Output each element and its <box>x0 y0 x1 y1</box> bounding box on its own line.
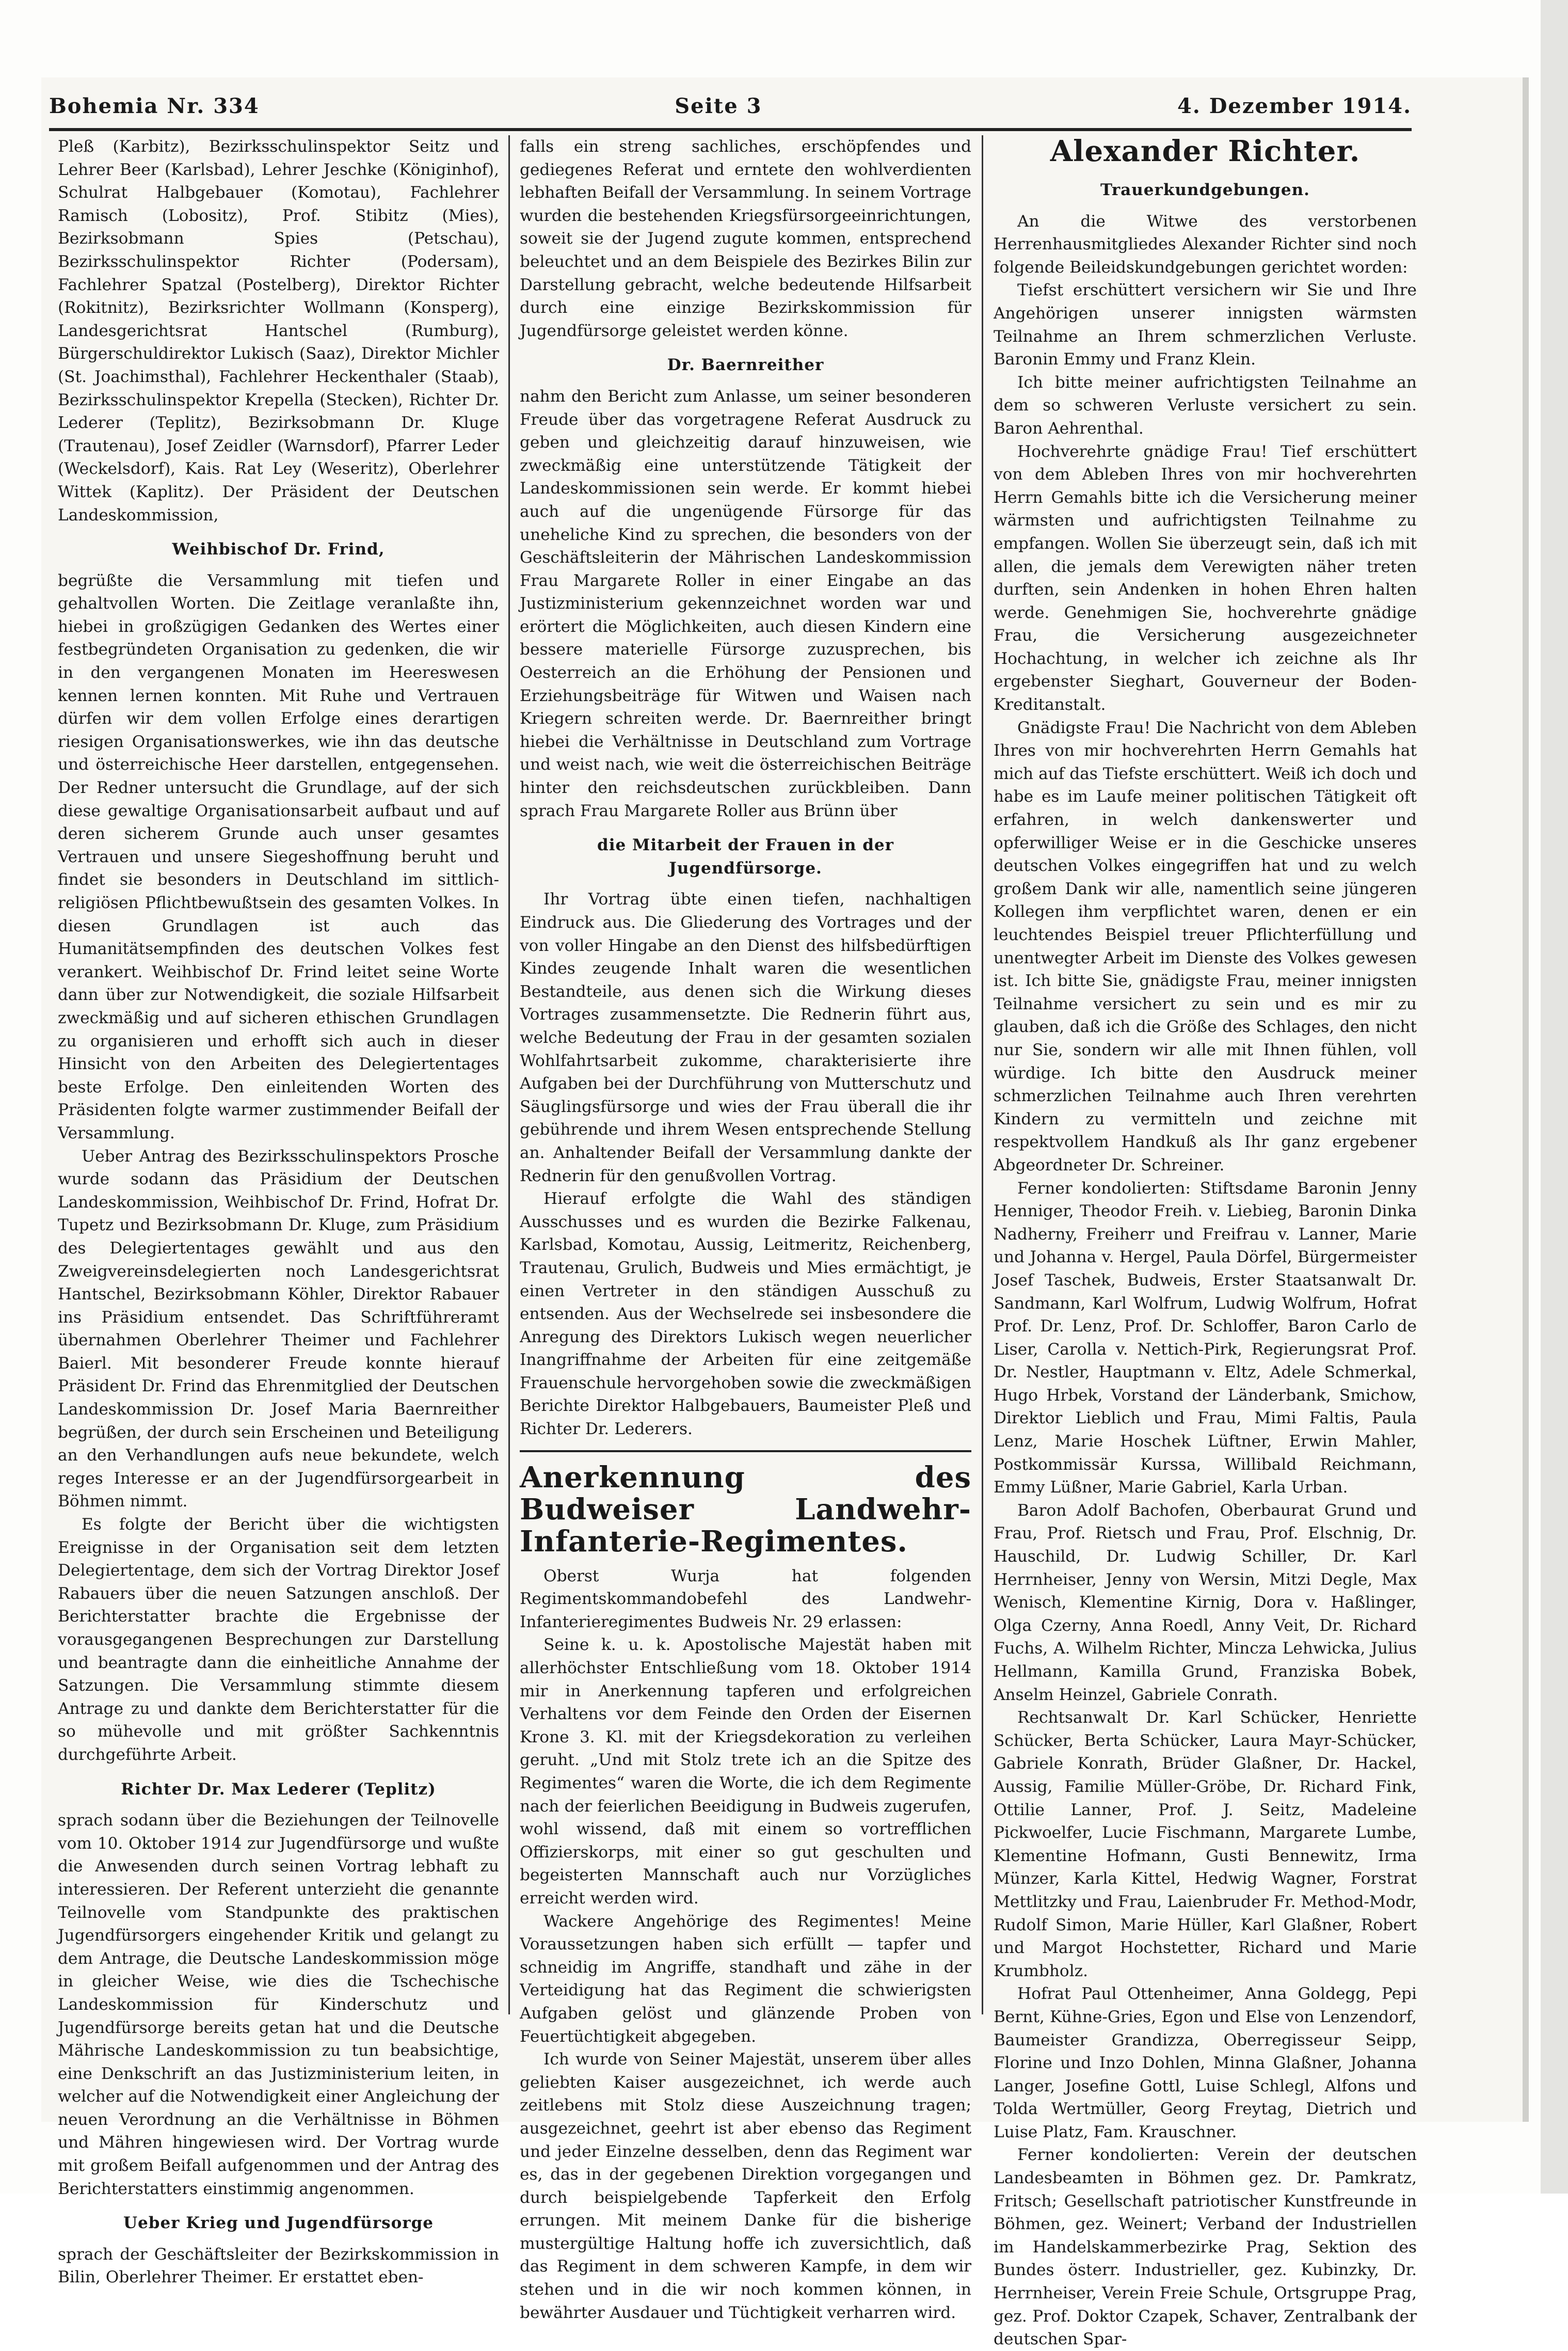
column-3 <box>994 134 1417 2349</box>
paragraph: Ich bitte meiner aufrichtigsten Teilnahme an dem so schweren Verluste versichert zu sein. Baron Aehrenthal. <box>994 373 1417 438</box>
paragraph: Pleß (Karbitz), Bezirksschulinspektor Seitz und Lehrer Beer (Karlsbad), Lehrer Jeschke (Königinhof), Schulrat Halbgebauer (Komotau), Fachlehrer Ramisch (Lobositz), Prof. Stibitz (Mies), Bezirksobmann Spies (Petschau), Bezirksschulinspektor Richter (Podersam), Fachlehrer Spatzal (Postelberg), Direktor Richter (Rokitnitz), Bezirksrichter Wollmann (Konsperg), Landesgerichtsrat Hantschel (Rumburg), Bürgerschuldirektor Lukisch (Saaz), Direktor Michler (St. Joachimsthal), Fachlehrer Heckenthaler (Staab), Bezirksschulinspektor Krepella (Stecken), Richter Dr. Lederer (Teplitz), Bezirksobmann Dr. Kluge (Trautenau), Josef Zeidler (Warnsdorf), Pfarrer Leder (Weckelsdorf), Kais. Rat Ley (Weseritz), Oberlehrer Wittek (Kaplitz). Der Präsident der Deutschen Landeskommission, <box>58 137 499 525</box>
subheading: Trauerkundgebungen. <box>1100 181 1310 199</box>
header-page-number: Seite 3 <box>675 93 762 118</box>
subheading: Richter Dr. Max Lederer (Teplitz) <box>121 1780 436 1799</box>
paragraph: begrüßte die Versammlung mit tiefen und gehaltvollen Worten. Die Zeitlage veranlaßte ihn, hiebei in großzügigen Gedanken des Wertes einer festbegründeten Organisation zu gedenken, die wir in den vergangenen Monaten im Heereswesen kennen lernen konnten. Mit Ruhe und Vertrauen dürfen wir dem vollen Erfolge eines derartigen riesigen Organisationswerkes, wie ihn das deutsche und österreichische Heer darstellen, entgegensehen. Der Redner untersucht die Grundlage, auf der sich diese gewaltige Organisationsarbeit aufbaut und auf deren sicherem Grunde auch unser gesamtes Vertrauen und unsere Siegeshoffnung beruht und findet sie besonders in Deutschland im sittlich-religiösen Pflichtbewußtsein des gesamten Volkes. In diesen Grundlagen ist auch das Humanitätsempfinden des deutschen Volkes fest verankert. Weihbischof Dr. Frind leitet seine Worte dann über zur Notwendigkeit, die soziale Hilfsarbeit zweckmäßig und auf sicheren ethischen Grundlagen zu organisieren und erhofft sich auch in dieser Hinsicht von den Arbeiten des Delegiertentages beste Erfolge. Den einleitenden Worten des Präsidenten folgte warmer zustimmender Beifall der Versammlung. <box>58 571 499 1142</box>
paragraph: Ferner kondolierten: Stiftsdame Baronin Jenny Henniger, Theodor Freih. v. Liebieg, Baronin Dinka Nadherny, Freiherr und Freifrau v. Lanner, Marie und Johanna v. Hergel, Paula Dörfel, Bürgermeister Josef Taschek, Budweis, Erster Staatsanwalt Dr. Sandmann, Karl Wolfrum, Ludwig Wolfrum, Hofrat Prof. Dr. Lenz, Prof. Dr. Schloffer, Baron Carlo de Liser, Carolla v. Nettich-Pirk, Regierungsrat Prof. Dr. Nestler, Hauptmann v. Eltz, Adele Schmerkal, Hugo Hrbek, Vorstand der Länderbank, Smichow, Direktor Lieblich und Frau, Mimi Faltis, Paula Lenz, Marie Hoschek Lüftner, Erwin Mahler, Postkommissär Kurssa, Willibald Reichmann, Emmy Lüßner, Marie Gabriel, Karla Urban. <box>994 1179 1417 1497</box>
paragraph: Ich wurde von Seiner Majestät, unserem über alles geliebten Kaiser ausgezeichnet, ich werde auch zeitlebens mit Stolz diese Auszeichnung tragen; ausgezeichnet, geehrt ist aber ebenso das Regiment und jeder Einzelne desselben, denn das Regiment war es, das in der gegebenen Direktion vorgegangen und durch beispielgebende Tapferkeit den Erfolg errungen. Mit meinem Danke für die bisherige mustergültige Haltung hoffe ich zuversichtlich, daß das Regiment in dem schweren Kampfe, in dem wir stehen und in die wir noch kommen können, in bewährter Ausdauer und Tüchtigkeit verharren wird. <box>520 2050 971 2322</box>
column-divider <box>508 135 510 2014</box>
paragraph: Baron Adolf Bachofen, Oberbaurat Grund und Frau, Prof. Rietsch und Frau, Prof. Elschnig, Dr. Hauschild, Dr. Ludwig Schiller, Dr. Karl Herrnheiser, Jenny von Wersin, Mitzi Degle, Max Wenisch, Klementine Kirnig, Dora v. Haßlinger, Olga Czerny, Anna Roedl, Anny Veit, Dr. Richard Fuchs, A. Wilhelm Richter, Mincza Lehwicka, Julius Hellmann, Kamilla Grund, Franziska Bobek, Anselm Heinzel, Gabriele Conrath. <box>994 1501 1417 1704</box>
paragraph: Wackere Angehörige des Regimentes! Meine Voraussetzungen haben sich erfüllt — tapfer und schneidig im Angriffe, standhaft und zähe in der Verteidigung hat das Regiment die schwierigsten Aufgaben gelöst und glänzende Proben von Feuertüchtigkeit abgegeben. <box>520 1912 971 2046</box>
article-headline: Anerkennung des Budweiser Landwehr-Infanterie-Regimentes. <box>520 1460 971 1559</box>
page-bottom-margin <box>41 2060 1523 2122</box>
binding-edge <box>1523 77 1529 2122</box>
paragraph: Es folgte der Bericht über die wichtigsten Ereignisse in der Organisation seit dem letzten Delegiertentage, dem sich der Vortrag Direktor Josef Rabauers über die neuen Satzungen anschloß. Der Berichterstatter brachte die Ergebnisse der vorausgegangenen Besprechungen zur Darstellung und beantragte dann die einheitliche Annahme der Satzungen. Die Versammlung stimmte diesem Antrage zu und dankte dem Berichterstatter für die so mühevolle und mit größter Sachkenntnis durchgeführte Arbeit. <box>58 1515 499 1764</box>
running-header <box>49 88 1412 124</box>
header-paper-number: Bohemia Nr. 334 <box>49 93 260 118</box>
paragraph: falls ein streng sachliches, erschöpfendes und gediegenes Referat und erntete den wohlverdienten lebhaften Beifall der Versammlung. In seinem Vortrage wurden die bestehenden Kriegsfürsorgeeinrichtungen, soweit sie der Jugend zugute kommen, entsprechend beleuchtet und an dem Beispiele des Bezirkes Bilin zur Darstellung gebracht, welche bedeutende Hilfsarbeit durch eine einzige Bezirkskommission für Jugendfürsorge geleistet werden könne. <box>520 137 971 340</box>
paragraph: Rechtsanwalt Dr. Karl Schücker, Henriette Schücker, Berta Schücker, Laura Mayr-Schücker, Gabriele Konrath, Brüder Glaßner, Dr. Hackel, Aussig, Familie Müller-Gröbe, Dr. Richard Fink, Ottilie Lanner, Prof. J. Seitz, Madeleine Pickwoelfer, Lucie Fischmann, Margarete Lumbe, Klementine Hofmann, Gusti Bennewitz, Irma Münzer, Karla Kittel, Hedwig Wagner, Forstrat Mettlitzky und Frau, Laienbruder Fr. Method-Modr, Rudolf Simon, Marie Hüller, Karl Glaßner, Robert und Margot Hochstetter, Richard und Marie Krumbholz. <box>994 1708 1417 1980</box>
paragraph: Ueber Antrag des Bezirksschulinspektors Prosche wurde sodann das Präsidium der Deutschen Landeskommission, Weihbischof Dr. Frind, Hofrat Dr. Tupetz und Bezirksobmann Dr. Kluge, zum Präsidium des Delegiertentages gewählt und aus den Zweigvereinsdelegierten noch Landesgerichtsrat Hantschel, Bezirksobmann Köhler, Direktor Rabauer ins Präsidium entsendet. Das Schriftführeramt übernahmen Oberlehrer Theimer und Fachlehrer Baierl. Mit besonderer Freude konnte hierauf Präsident Dr. Frind das Ehrenmitglied der Deutschen Landeskommission Dr. Josef Maria Baernreither begrüßen, der durch sein Erscheinen und Beteiligung an den Verhandlungen aufs neue bekundete, welch reges Interesse er an der Jugendfürsorgearbeit in Böhmen nimmt. <box>58 1147 499 1511</box>
paragraph: Ferner kondolierten: Verein der deutschen Landesbeamten in Böhmen gez. Dr. Pamkratz, Fritsch; Gesellschaft patriotischer Kunstfreunde in Böhmen, gez. Weinert; Verband der Industriellen im Handelskammerbezirke Prag, Sektion des Bundes österr. Industrieller, gez. Kubinzky, Dr. Herrnheiser, Verein Freie Schule, Ortsgruppe Prag, gez. Prof. Doktor Czapek, Schaver, Zentralbank der deutschen Spar- <box>994 2146 1417 2349</box>
paragraph: Seine k. u. k. Apostolische Majestät haben mit allerhöchster Entschließung vom 18. Oktober 1914 mir in Anerkennung tapferen und erfolgreichen Verhaltens vor dem Feinde den Orden der Eisernen Krone 3. Kl. mit der Kriegsdekoration zu verleihen geruht. „Und mit Stolz trete ich an die Spitze des Regimentes“ waren die Worte, die ich dem Regimente nach der feierlichen Beeidigung in Budweis zugerufen, wohl wissend, daß mit einem so vortrefflichen Offizierskorps, mit einer so gut geschulten und begeisterten Mannschaft auch nur Vorzügliches erreicht werden wird. <box>520 1635 971 1908</box>
paragraph: Hofrat Paul Ottenheimer, Anna Goldegg, Pepi Bernt, Kühne-Gries, Egon und Else von Lenzendorf, Baumeister Grandizza, Oberregisseur Seipp, Florine und Inzo Dohlen, Minna Glaßner, Johanna Langer, Josefine Gottl, Luise Schlegl, Alfons und Tolda Wertmüller, Georg Freytag, Dietrich und Luise Platz, Fam. Krauschner. <box>994 1984 1417 2141</box>
subheading: Weihbischof Dr. Frind, <box>172 540 385 559</box>
subheading: Dr. Baernreither <box>667 356 824 375</box>
section-rule <box>520 1450 971 1452</box>
paragraph: nahm den Bericht zum Anlasse, um seiner besonderen Freude über das vorgetragene Referat Ausdruck zu geben und gleichzeitig darauf hinzuweisen, wie zweckmäßig eine unterstützende Tätigkeit der Landeskommissionen sein werde. Er kommt hiebei auch auf die ungenügende Fürsorge für das uneheliche Kind zu sprechen, die besonders von der Geschäftsleiterin der Mährischen Landeskommission Frau Margarete Roller in einer Eingabe an das Justizministerium gekennzeichnet worden war und erörtert die Möglichkeiten, auch diesen Kindern eine bessere materielle Fürsorge zuzusprechen, bis Oesterreich an die Erhöhung der Pensionen und Erziehungsbeiträge für Witwen und Waisen nach Kriegern schreiten werde. Dr. Baernreither bringt hiebei die Verhältnisse in Deutschland zum Vortrage und weist nach, wie weit die österreichischen Beiträge hinter den reichsdeutschen zurückbleiben. Dann sprach Frau Margarete Roller aus Brünn über <box>520 387 971 820</box>
subheading: Ueber Krieg und Jugendfürsorge <box>123 2214 434 2233</box>
subheading: die Mitarbeit der Frauen in der Jugendfürsorge. <box>597 836 894 878</box>
paragraph: Oberst Wurja hat folgenden Regimentskommandobefehl des Landwehr-Infanterieregimentes Budweis Nr. 29 erlassen: <box>520 1566 971 1631</box>
paragraph: sprach der Geschäftsleiter der Bezirkskommission in Bilin, Oberlehrer Theimer. Er erstattet eben- <box>58 2245 499 2287</box>
article-headline: Alexander Richter. <box>1050 134 1361 168</box>
column-2 <box>520 135 971 2322</box>
header-rule <box>49 128 1412 131</box>
paragraph: sprach sodann über die Beziehungen der Teilnovelle vom 10. Oktober 1914 zur Jugendfürsorge und wußte die Anwesenden durch seinen Vortrag lebhaft zu interessieren. Der Referent unterzieht die genannte Teilnovelle vom Standpunkte des praktischen Jugendfürsorgers eingehender Kritik und gelangt zu dem Antrage, die Deutsche Landeskommission möge in gleicher Weise, wie dies die Tschechische Landeskommission für Kinderschutz und Jugendfürsorge bereits getan hat und die Deutsche Mährische Landeskommission zu tun beabsichtige, eine Denkschrift an das Justizministerium leiten, in welcher auf die Notwendigkeit einer Angleichung der neuen Verordnung an die Verhältnisse in Böhmen und Mähren hingewiesen wird. Der Vortrag wurde mit großem Beifall aufgenommen und der Antrag des Berichterstatters einstimmig angenommen. <box>58 1811 499 2198</box>
column-1 <box>58 135 499 2287</box>
column-divider <box>982 135 983 2014</box>
scan-margin <box>1541 0 1568 2194</box>
paragraph: An die Witwe des verstorbenen Herrenhausmitgliedes Alexander Richter sind noch folgende Beileidskundgebungen gerichtet worden: <box>994 212 1417 277</box>
paragraph: Tiefst erschüttert versichern wir Sie und Ihre Angehörigen unserer innigsten wärmsten Teilnahme an Ihrem schmerzlichen Verluste. Baronin Emmy und Franz Klein. <box>994 281 1417 369</box>
paragraph: Hochverehrte gnädige Frau! Tief erschüttert von dem Ableben Ihres von mir hochverehrten Herrn Gemahls bitte ich die Versicherung meiner wärmsten und aufrichtigsten Teilnahme zu empfangen. Wollen Sie überzeugt sein, daß ich mit allen, die jemals dem Verewigten näher treten durften, sein Andenken in hohen Ehren halten werde. Genehmigen Sie, hochverehrte gnädige Frau, die Versicherung ausgezeichneter Hochachtung, in welcher ich zeichne als Ihr ergebenster Sieghart, Gouverneur der Boden-Kreditanstalt. <box>994 442 1417 714</box>
paragraph: Hierauf erfolgte die Wahl des ständigen Ausschusses und es wurden die Bezirke Falkenau, Karlsbad, Komotau, Aussig, Leitmeritz, Reichenberg, Trautenau, Grulich, Budweis und Mies ermächtigt, je einen Vertreter in den ständigen Ausschuß zu entsenden. Aus der Wechselrede sei insbesondere die Anregung des Direktors Lukisch wegen neuerlicher Inangriffnahme der Arbeiten für eine zeitgemäße Frauenschule hervorgehoben sowie die zweckmäßigen Berichte Direktor Halbgebauers, Baumeister Pleß und Richter Dr. Lederers. <box>520 1189 971 1439</box>
header-date: 4. Dezember 1914. <box>1177 93 1412 118</box>
paragraph: Ihr Vortrag übte einen tiefen, nachhaltigen Eindruck aus. Die Gliederung des Vortrages und der von voller Hingabe an den Dienst des hilfsbedürftigen Kindes zeugende Inhalt waren die wesentlichen Bestandteile, aus denen sich die Wirkung dieses Vortrages zusammensetzte. Die Rednerin führt aus, welche Bedeutung der Frau in der gesamten sozialen Wohlfahrtsarbeit zukomme, charakterisierte ihre Aufgaben bei der Durchführung von Mutterschutz und Säuglingsfürsorge und wies der Frau überall die ihr gebührende und ihrem Wesen entsprechende Stellung an. Anhaltender Beifall der Versammlung dankte der Rednerin für den genußvollen Vortrag. <box>520 890 971 1185</box>
paragraph: Gnädigste Frau! Die Nachricht von dem Ableben Ihres von mir hochverehrten Herrn Gemahls hat mich auf das Tiefste erschüttert. Weiß ich doch und habe es im Laufe meiner politischen Tätigkeit oft erfahren, in welch dankenswerter und opferwilliger Weise er in die Geschicke unseres deutschen Volkes eingegriffen hat und zu welch großem Dank wir alle, namentlich seine jüngeren Kollegen ihm verpflichtet waren, denen er ein leuchtendes Beispiel treuer Pflichterfüllung und unentwegter Arbeit im Dienste des Volkes gewesen ist. Ich bitte Sie, gnädigste Frau, meiner innigsten Teilnahme versichert zu sein und es mir zu glauben, daß ich die Größe des Schlages, den nicht nur Sie, sondern wir alle mit Ihnen fühlen, voll würdige. Ich bitte den Ausdruck meiner schmerzlichen Teilnahme auch Ihren verehrten Kindern zu vermitteln und zeichne mit respektvollem Handkuß als Ihr ganz ergebener Abgeordneter Dr. Schreiner. <box>994 718 1417 1174</box>
